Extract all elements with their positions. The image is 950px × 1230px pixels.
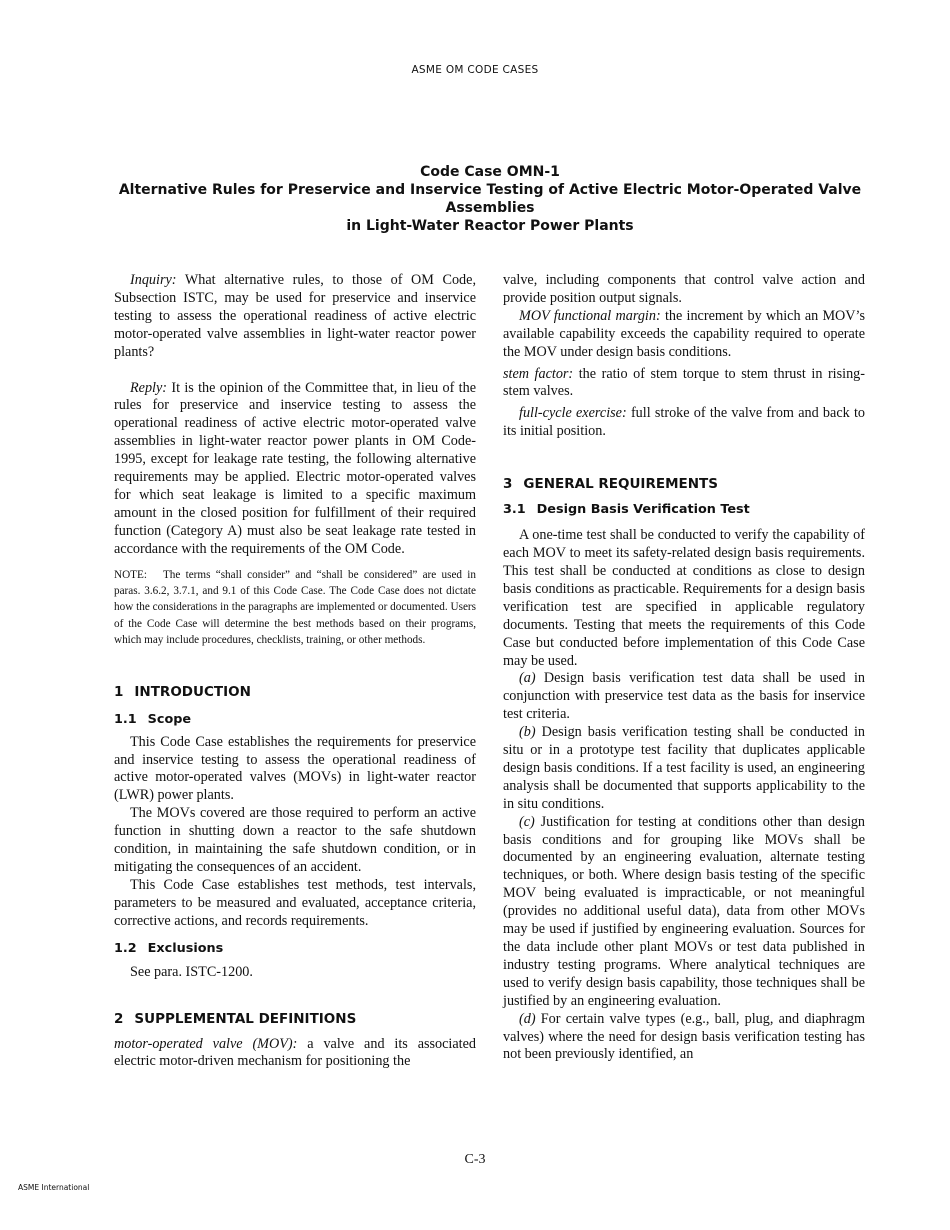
list-item-a (503, 670, 865, 724)
section-number: 3 (503, 476, 513, 493)
definition-term: MOV functional margin: (519, 307, 661, 324)
section-title: Design Basis Verification Test (536, 502, 750, 518)
list-label: (d) (519, 1010, 536, 1027)
section-number: 1.2 (114, 940, 137, 956)
list-label: (b) (519, 724, 536, 741)
body-paragraph: A one-time test shall be conducted to verify the capability of each MOV to meet its safety-related design basis requirements. This test shall be conducted at conditions as close to design basis conditions as practicable. Requirements for a design basis verification test are specified in applicable regulatory documents. Testing that meets the requirements of this Code Case but conducted before implementation of this Code Case may be used. (503, 527, 865, 669)
list-text: Design basis verification testing shall be conducted in situ or in a prototype test facility that duplicates applicable design basis conditions. If a test facility is used, an engineering analysis shall be documented that supports applicability to the in situ conditions. (503, 724, 866, 812)
list-label: (a) (519, 670, 536, 687)
list-label: (c) (519, 813, 535, 830)
page-number: C-3 (464, 1152, 486, 1167)
section-title: GENERAL REQUIREMENTS (523, 476, 718, 493)
section-2-heading (114, 1010, 476, 1028)
list-item-b (503, 724, 865, 814)
definition-term: stem factor: (503, 365, 574, 382)
list-item-d (503, 1011, 865, 1065)
section-title: Exclusions (147, 940, 224, 956)
body-paragraph: See para. ISTC-1200. (130, 963, 253, 980)
list-item-c (503, 814, 865, 1011)
definition-term: full-cycle exercise: (519, 405, 627, 422)
definition-stem-factor (503, 366, 865, 402)
section-number: 2 (114, 1010, 124, 1027)
section-1-2-heading (114, 940, 476, 958)
body-paragraph: This Code Case establishes the requirements for preservice and inservice testing to assess the operational readiness of active motor-operated valves (MOVs) in light-water reactor (LWR) power plants. (114, 733, 476, 804)
note-paragraph (114, 567, 476, 649)
inquiry-label: Inquiry: (130, 272, 177, 288)
section-title: INTRODUCTION (134, 683, 251, 700)
section-number: 3.1 (503, 502, 526, 518)
definition-mov-continued: valve, including components that control valve action and provide position output signals. (503, 272, 865, 306)
title-line-2: Alternative Rules for Preservice and Inservice Testing of Active Electric Motor-Operated Valve Assemblies (118, 182, 862, 216)
definition-term: motor-operated valve (MOV): (114, 1035, 298, 1052)
section-number: 1.1 (114, 711, 137, 727)
body-paragraph: This Code Case establishes test methods, test intervals, parameters to be measured and evaluated, acceptance criteria, corrective actions, and records requirements. (114, 876, 476, 929)
definition-full-cycle (503, 405, 865, 441)
definition-text: the increment by which an MOV’s available capability exceeds the capability required to operate the MOV under design basis conditions. (503, 307, 866, 360)
list-text: For certain valve types (e.g., ball, plug, and diaphragm valves) where the need for design basis verification testing has not been previously identified, an (503, 1010, 865, 1063)
right-column (503, 272, 865, 1064)
section-3-1-heading (503, 501, 865, 519)
running-head: ASME OM CODE CASES (411, 64, 539, 76)
footer-publisher: ASME International (18, 1183, 90, 1192)
note-text: The terms “shall consider” and “shall be considered” are used in paras. 3.6.2, 3.7.1, and 9.1 of this Code Case. The Code Case does not dictate how the considerations in the paragraphs are implemented or documented. Users of the Code Case will determine the best methods based on their programs, which may include procedures, checklists, training, or other methods. (114, 568, 476, 647)
definition-text: full stroke of the valve from and back to its initial position. (503, 405, 865, 440)
code-case-title (100, 163, 880, 235)
definition-text: a valve and its associated electric motor-driven mechanism for positioning the (114, 1035, 477, 1070)
inquiry-paragraph (114, 272, 476, 362)
left-column (114, 272, 476, 1071)
note-label: NOTE: (114, 568, 147, 581)
definition-text: the ratio of stem torque to stem thrust in rising-stem valves. (503, 365, 866, 400)
body-paragraph: The MOVs covered are those required to perform an active function in shutting down a reactor to the safe shutdown condition, in maintaining the safe shutdown condition, or in mitigating the consequences of an accident. (114, 805, 476, 875)
title-line-3: in Light-Water Reactor Power Plants (346, 218, 634, 234)
inquiry-text: What alternative rules, to those of OM Code, Subsection ISTC, may be used for preservice and inservice testing to assess the operational readiness of active electric motor-operated valve assemblies in light-water reactor power plants? (114, 272, 476, 360)
section-title: Scope (147, 711, 192, 727)
section-number: 1 (114, 683, 124, 700)
definition-functional-margin (503, 308, 865, 362)
list-text: Design basis verification test data shall be used in conjunction with preservice test data as the basis for inservice test criteria. (503, 670, 865, 723)
section-1-heading (114, 683, 476, 701)
list-text: Justification for testing at conditions other than design basis conditions and for grouping like MOVs shall be documented by an engineering evaluation, alternate testing techniques, or both. Where design basis testing of the specific MOV being evaluated is impracticable, or not meaningful (provides no additional useful data), data from other MOVs may be used if justified by engineering evaluation. Sources for the data include other plant MOVs or test data published in industry testing programs. Where analytical techniques are used to verify design basis capability, those techniques shall be justified by an engineering evaluation. (503, 813, 866, 1009)
title-line-1: Code Case OMN-1 (420, 164, 560, 180)
reply-paragraph (114, 380, 476, 559)
section-title: SUPPLEMENTAL DEFINITIONS (134, 1010, 357, 1027)
definition-mov (114, 1036, 476, 1072)
reply-label: Reply: (130, 379, 168, 396)
section-3-heading (503, 475, 865, 493)
section-1-1-heading (114, 711, 476, 729)
reply-text: It is the opinion of the Committee that, in lieu of the rules for preservice and inservice testing to assess the operational readiness of active electric motor-operated valve assemblies in light-water reactor power plants in OM Code-1995, except for leakage rate testing, the following alternative requirements may be applied. Electric motor-operated valves for which seat leakage is limited to a specific maximum amount in the closed position for fulfillment of their required function (Category A) must also be seat leakage rate tested in accordance with the requirements of the OM Code. (114, 379, 477, 557)
